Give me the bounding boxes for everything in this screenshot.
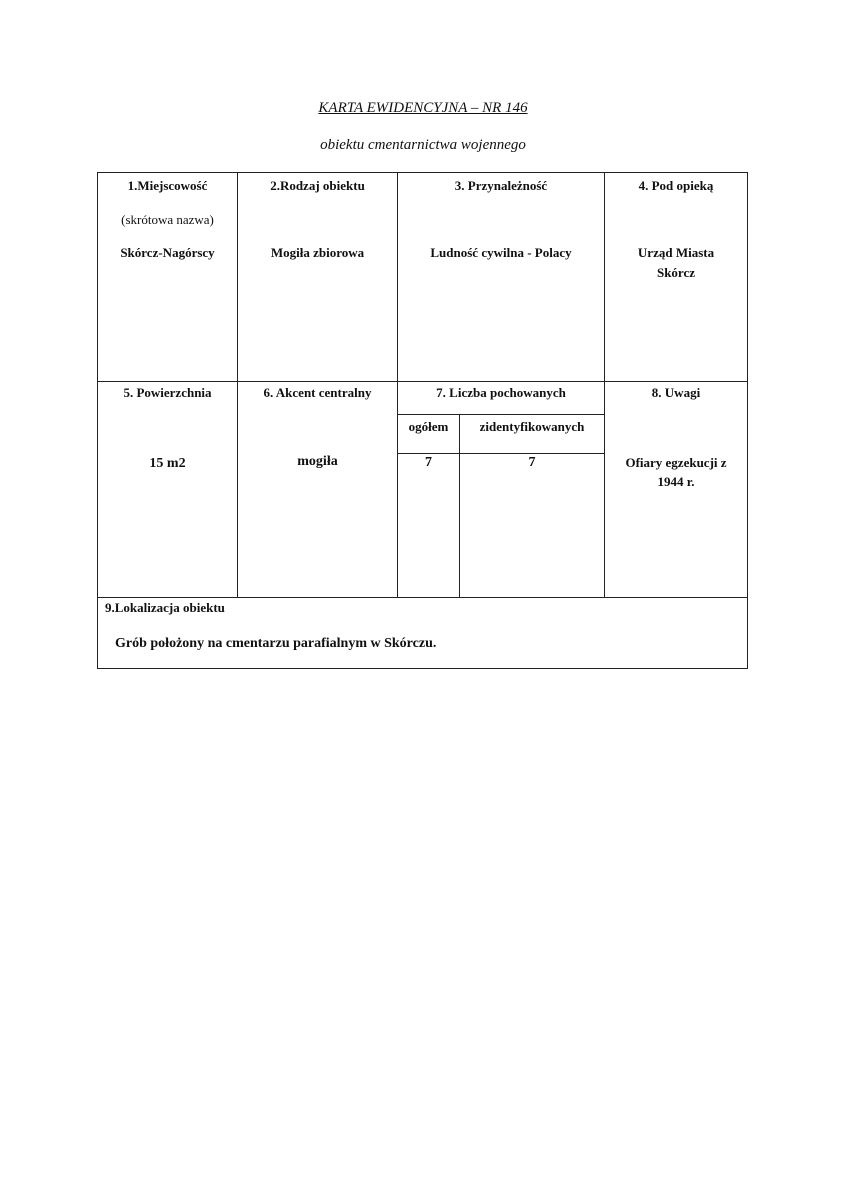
affiliation-value: Ludność cywilna - Polacy	[430, 245, 572, 260]
buried-identified-value: 7	[528, 455, 536, 470]
custody-value-line1: Urząd Miasta	[637, 245, 715, 260]
location-header: 9.Lokalizacja obiektu	[105, 600, 225, 615]
locality-note: (skrótowa nazwa)	[121, 212, 214, 227]
object-type-header: 2.Rodzaj obiektu	[270, 178, 365, 193]
card-subtitle: obiektu cmentarnictwa wojennego	[320, 137, 526, 153]
buried-total-header: ogółem	[408, 419, 449, 434]
location-value: Grób położony na cmentarzu parafialnym w Skórczu.	[115, 636, 437, 651]
subcol-divider	[459, 414, 460, 597]
row-divider-1	[98, 381, 747, 382]
central-accent-value: mogiła	[297, 454, 338, 469]
area-header: 5. Powierzchnia	[123, 385, 212, 400]
central-accent-header: 6. Akcent centralny	[263, 385, 372, 400]
locality-header: 1.Miejscowość	[127, 178, 208, 193]
remarks-header: 8. Uwagi	[651, 385, 701, 400]
card-title: KARTA EWIDENCYJNA – NR 146	[318, 100, 528, 116]
buried-count-header: 7. Liczba pochowanych	[436, 385, 566, 400]
registry-card-table	[97, 172, 748, 669]
buried-identified-header: zidentyfikowanych	[479, 419, 585, 434]
object-type-value: Mogiła zbiorowa	[270, 245, 365, 260]
custody-header: 4. Pod opieką	[638, 178, 714, 193]
custody-value-line2: Skórcz	[656, 265, 696, 280]
area-value: 15 m2	[149, 456, 186, 471]
remarks-value-line1: Ofiary egzekucji z	[625, 455, 727, 470]
buried-total-value: 7	[425, 455, 432, 470]
subheader-top-line	[397, 414, 605, 415]
locality-value: Skórcz-Nagórscy	[120, 245, 215, 260]
affiliation-header: 3. Przynależność	[454, 178, 548, 193]
remarks-value-line2: 1944 r.	[657, 474, 695, 489]
